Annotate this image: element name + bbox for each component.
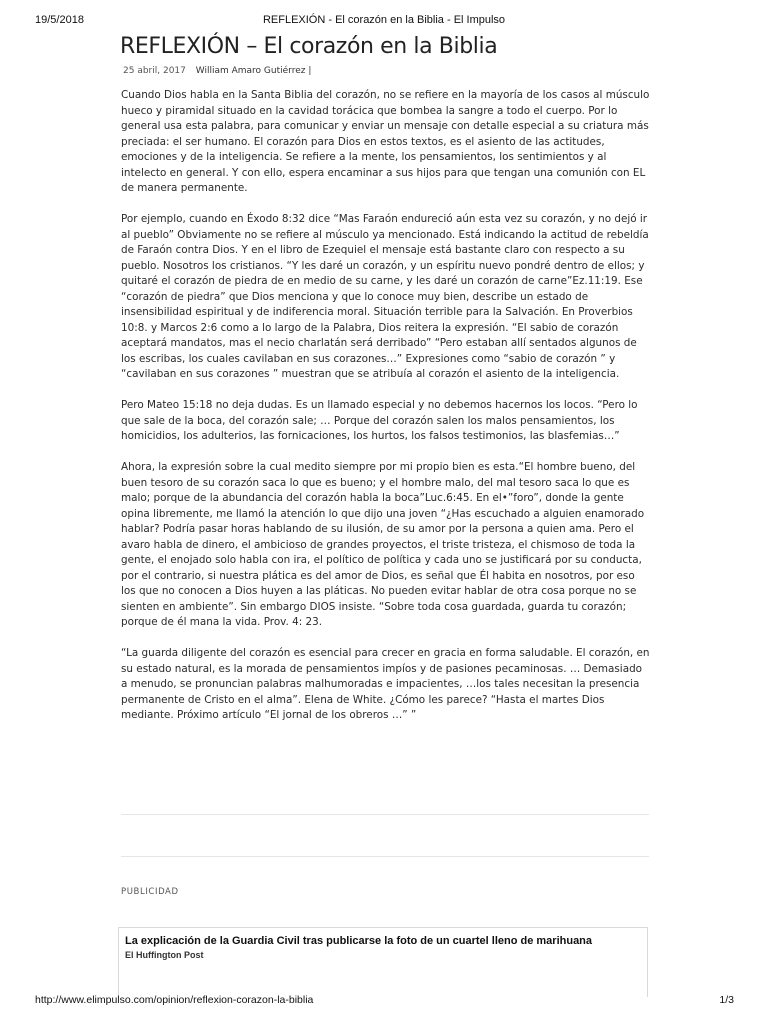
article-paragraph-4: Ahora, la expresión sobre la cual medito siempre por mi propio bien es esta.“El hombre bueno, del buen tesoro de su corazón saca lo que es bueno; y el hombre malo, del mal tesoro saca lo que es malo; porque de la abundancia del corazón habla la boca”Luc.6:45. En el•”foro”, donde la gente opina libremente, me llamó la atención lo que dijo una joven “¿Has escuchado a alguien enamorado hablar? Podría pasar horas hablando de su ilusión, de su amor por la persona a quien ama. Pero el avaro habla de dinero, el ambicioso de grandes proyectos, el triste tristeza, el chismoso de toda la gente, el enojado solo habla con ira, el político de política y cada uno se justificará por su conducta, por el contrario, si nuestra plática es del amor de Dios, es señal que Él habita en nosotros, por eso los que no conocen a Dios huyen a las pláticas. No pueden evitar hablar de otra cosa porque no se sienten en ambiente”. Sin embargo DIOS insiste. “Sobre toda cosa guardada, guarda tu corazón; porque de él mana la vida. Prov. 4: 23. <box>121 461 645 628</box>
article-title: REFLEXIÓN – El corazón en la Biblia <box>120 34 498 59</box>
article-author[interactable]: William Amaro Gutiérrez | <box>195 66 312 76</box>
page-number: 1/3 <box>719 994 734 1006</box>
article-date: 25 abril, 2017 <box>123 66 186 76</box>
divider <box>121 856 649 857</box>
advertising-label: PUBLICIDAD <box>121 887 179 897</box>
article-paragraph-3: Pero Mateo 15:18 no deja dudas. Es un llamado especial y no debemos hacernos los locos. “Pero lo que sale de la boca, del corazón sale; … Porque del corazón salen los malos pensamientos, los homicidios, los adulterios, las fornicaciones, los hurtos, los falsos testimonios, las blasfemias…” <box>121 399 638 442</box>
article-paragraph-5: “La guarda diligente del corazón es esencial para crecer en gracia en forma saludable. El corazón, en su estado natural, es la morada de pensamientos impíos y de pasiones pecaminosas. … Demasiado a menudo, se pronuncian palabras malhumoradas e impacientes, …los tales necesitan la presencia permanente de Cristo en el alma”. Elena de White. ¿Cómo les parece? “Hasta el martes Dios mediante. Próximo artículo “El jornal de los obreros …” ” <box>121 647 650 721</box>
print-footer <box>0 994 768 1010</box>
print-header <box>0 14 768 30</box>
page-url: http://www.elimpulso.com/opinion/reflexion-corazon-la-biblia <box>35 994 314 1006</box>
article-paragraph-2: Por ejemplo, cuando en Éxodo 8:32 dice “Mas Faraón endureció aún esta vez su corazón, y no dejó ir al pueblo” Obviamente no se refiere al músculo ya mencionado. Está indicando la actitud de rebeldía de Faraón contra Dios. Y en el libro de Ezequiel el mensaje está bastante claro con respecto a su pueblo. Nosotros los cristianos. “Y les daré un corazón, y un espíritu nuevo pondré dentro de ellos; y quitaré el corazón de piedra de en medio de su carne, y les daré un corazón de carne”Ez.11:19. Ese “corazón de piedra” que Dios menciona y que lo conoce muy bien, describe un estado de insensibilidad espiritual y de indiferencia moral. Situación terrible para la Salvación. En Proverbios 10:8. y Marcos 2:6 como a lo largo de la Palabra, Dios reitera la expresión. “El sabio de corazón aceptará mandatos, mas el necio charlatán será derribado” “Pero estaban allí sentados algunos de los escribas, los cuales cavilaban en sus corazones…” Expresiones como “sabio de corazón ” y “cavilaban en sus corazones ” muestran que se atribuía al corazón el asiento de la inteligencia. <box>121 213 649 380</box>
print-date: 19/5/2018 <box>35 14 84 26</box>
ad-card[interactable] <box>118 927 648 997</box>
divider <box>121 814 649 815</box>
article-paragraph-1: Cuando Dios habla en la Santa Biblia del corazón, no se refiere en la mayoría de los casos al músculo hueco y piramidal situado en la cavidad torácica que bombea la sangre a todo el cuerpo. Por lo general usa esta palabra, para comunicar y enviar un mensaje con detalle especial a su criatura más preciada: el ser humano. El corazón para Dios en estos textos, es el asiento de las actitudes, emociones y de la inteligencia. Se refiere a la mente, los pensamientos, los sentimientos y al intelecto en general. Y con ello, espera encaminar a sus hijos para que tengan una comunión con EL de manera permanente. <box>121 89 650 194</box>
article-byline <box>123 66 311 76</box>
ad-source: El Huffington Post <box>125 950 204 960</box>
article-body <box>121 88 651 739</box>
print-page-title: REFLEXIÓN - El corazón en la Biblia - El Impulso <box>262 14 506 26</box>
ad-headline[interactable]: La explicación de la Guardia Civil tras publicarse la foto de un cuartel lleno de marihuana <box>125 935 593 947</box>
